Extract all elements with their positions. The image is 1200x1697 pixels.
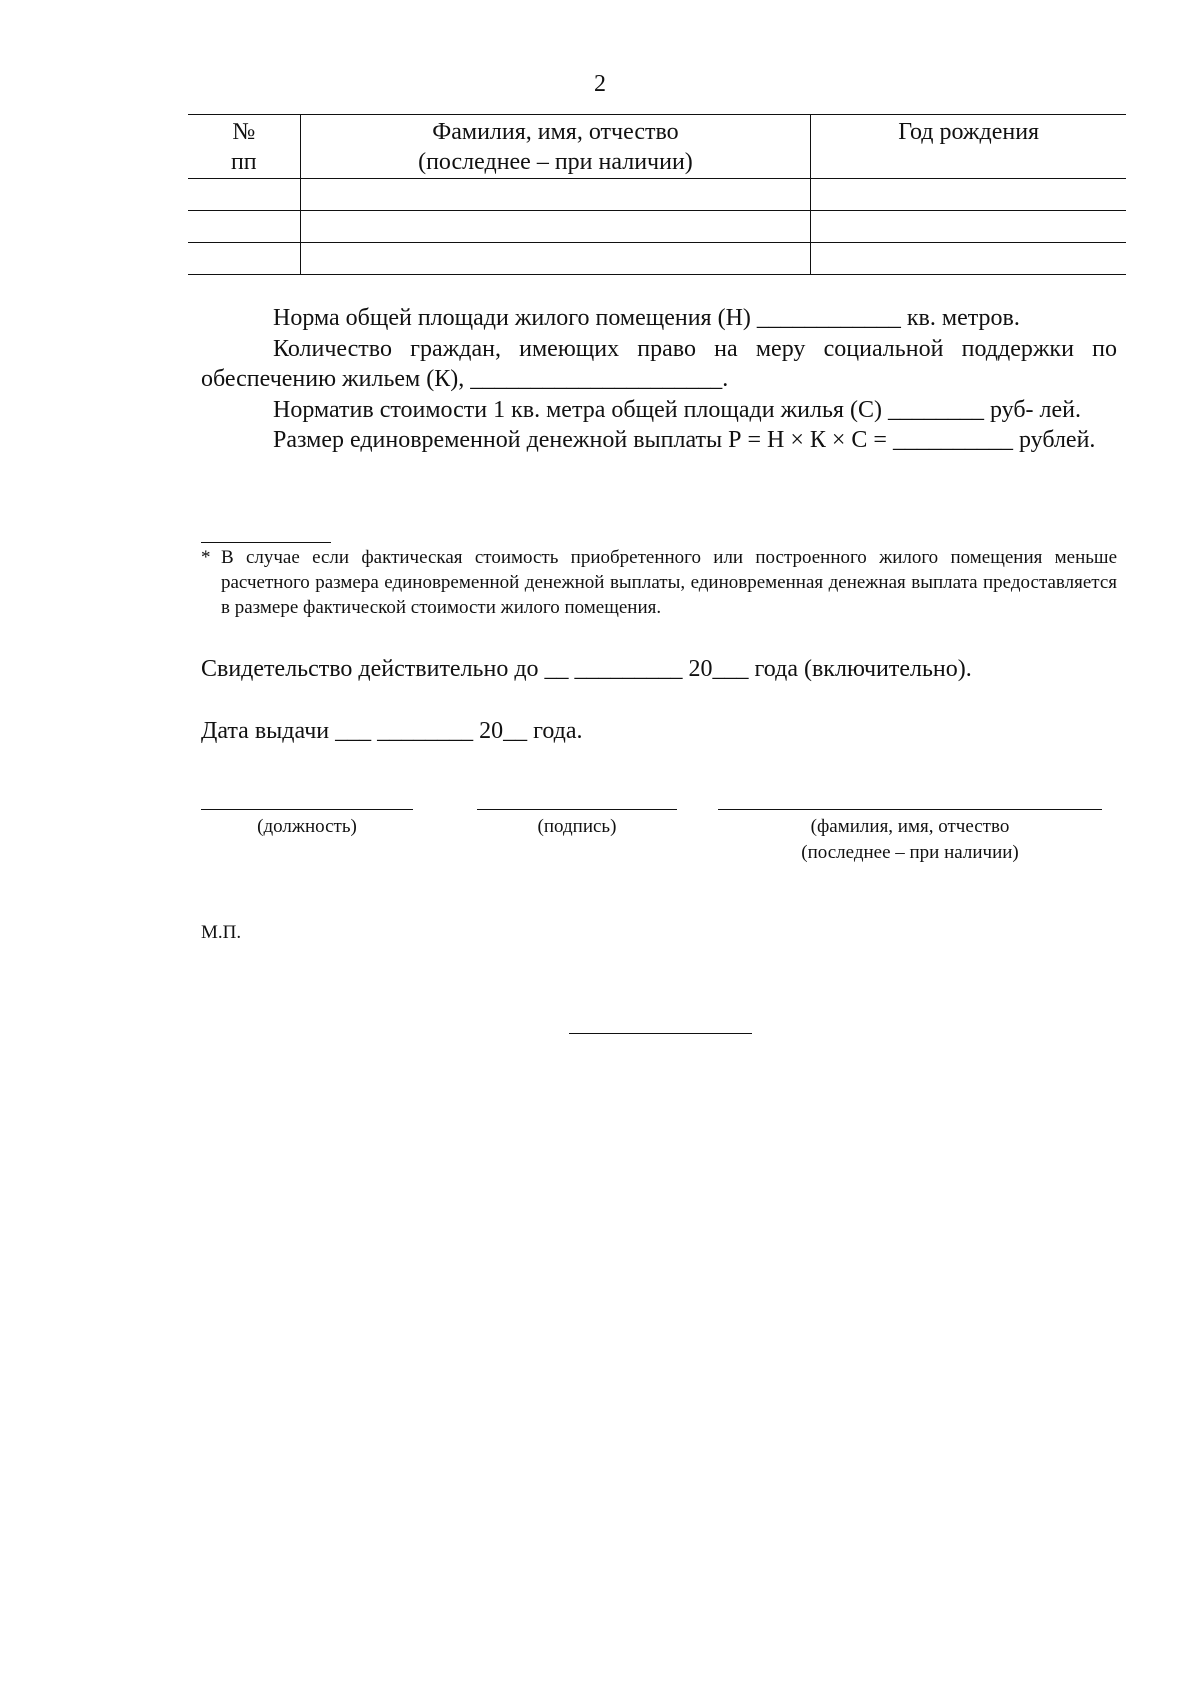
header-name-line2: (последнее – при наличии) <box>418 149 693 175</box>
table-cell <box>811 243 1126 275</box>
header-number-line1: № <box>232 119 256 145</box>
footnote-text: В случае если фактическая стоимость приобретенного или построенного жилого помещения меньше расчетного размера единовременной денежной выплаты, единовременная денежная выплата предоставляется в размере фактической стоимости жилого помещения. <box>221 547 1117 618</box>
table-cell <box>811 179 1126 211</box>
table-row <box>188 179 1126 211</box>
signature-label: (подпись) <box>537 816 617 837</box>
name-label-line1: (фамилия, имя, отчество <box>810 816 1010 837</box>
table-cell <box>188 211 300 243</box>
table-cell <box>188 243 300 275</box>
table-cell <box>300 211 811 243</box>
area-norm-line: Норма общей площади жилого помещения (Н) ____________ кв. метров. <box>273 305 1020 331</box>
issue-date-line: Дата выдачи ___ ________ 20__ года. <box>201 718 583 744</box>
table-row <box>188 211 1126 243</box>
header-name-line1: Фамилия, имя, отчество <box>432 119 679 145</box>
footnote-mark: * <box>201 547 211 568</box>
validity-line: Свидетельство действительно до __ _________ 20___ года (включительно). <box>201 656 972 682</box>
calculation-block <box>201 303 1117 456</box>
signature-line <box>477 809 677 840</box>
payment-size-line: Размер единовременной денежной выплаты Р = Н × К × С = __________ рублей. <box>273 427 1096 453</box>
table-cell <box>188 179 300 211</box>
footnote-divider <box>201 542 331 543</box>
cost-norm-line: Норматив стоимости 1 кв. метра общей площади жилья (С) ________ руб- лей. <box>273 396 1082 423</box>
table-cell <box>300 243 811 275</box>
family-members-table <box>188 114 1126 275</box>
header-number-line2: пп <box>230 149 257 175</box>
table-row <box>188 243 1126 275</box>
header-full-name <box>300 115 811 179</box>
table-header-row <box>188 115 1126 179</box>
page-number: 2 <box>594 71 606 97</box>
name-signature-line <box>718 809 1102 866</box>
header-number <box>188 115 300 179</box>
position-label: (должность) <box>257 816 357 837</box>
position-signature-line <box>201 809 413 840</box>
name-label-line2: (последнее – при наличии) <box>801 842 1019 863</box>
stamp-place: М.П. <box>201 922 242 943</box>
footnote <box>201 545 1117 620</box>
end-divider <box>569 1033 752 1034</box>
citizens-count-line: Количество граждан, имеющих право на меру социальной поддержки по обеспечению жильем (К), _____________________. <box>201 335 1117 392</box>
table-cell <box>300 179 811 211</box>
header-birth-year: Год рождения <box>811 115 1126 179</box>
table-cell <box>811 211 1126 243</box>
